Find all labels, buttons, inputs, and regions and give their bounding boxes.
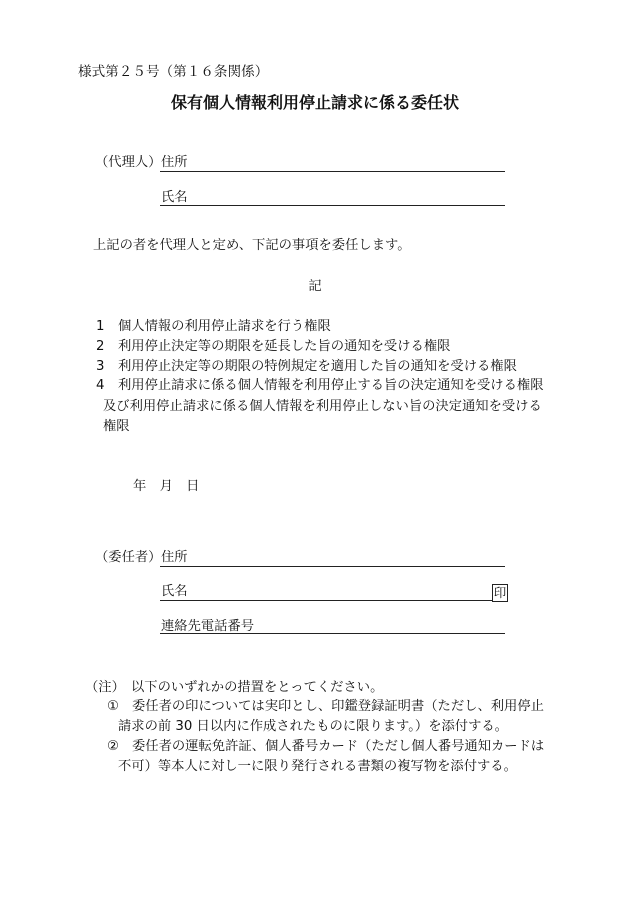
item-text: 個人情報の利用停止請求を行う権限 bbox=[118, 319, 331, 334]
agent-name-field[interactable] bbox=[160, 205, 505, 206]
principal-name-label: 氏名 bbox=[161, 584, 188, 599]
note-mark: ① bbox=[107, 699, 119, 714]
principal-address-label: 住所 bbox=[161, 550, 188, 565]
item-number: 4 bbox=[96, 378, 105, 393]
agent-address-label: 住所 bbox=[161, 155, 188, 170]
item-number: 1 bbox=[96, 319, 105, 334]
principal-phone-field[interactable] bbox=[160, 633, 505, 634]
principal-phone-label: 連絡先電話番号 bbox=[161, 619, 255, 634]
note-text-continued: 不可）等本人に対し一に限り発行される書類の複写物を添付する。 bbox=[118, 759, 517, 774]
item-text: 利用停止請求に係る個人情報を利用停止する旨の決定通知を受ける権限 bbox=[118, 378, 544, 393]
principal-address-field[interactable] bbox=[160, 566, 505, 567]
item-text: 利用停止決定等の期限を延長した旨の通知を受ける権限 bbox=[118, 339, 451, 354]
note-mark: ② bbox=[107, 739, 119, 754]
item-number: 3 bbox=[96, 359, 105, 374]
date-line[interactable]: 年 月 日 bbox=[133, 479, 200, 494]
item-text-continued: 及び利用停止請求に係る個人情報を利用停止しない旨の決定通知を受ける bbox=[103, 399, 542, 414]
page-title: 保有個人情報利用停止請求に係る委任状 bbox=[170, 93, 459, 112]
note-text: 委任者の印については実印とし、印鑑登録証明書（ただし、利用停止 bbox=[132, 699, 544, 714]
ki-heading: 記 bbox=[308, 279, 322, 294]
note-text-continued: 請求の前 30 日以内に作成されたものに限ります。）を添付する。 bbox=[118, 719, 508, 734]
principal-name-field[interactable] bbox=[160, 600, 505, 601]
agent-label: （代理人） bbox=[95, 155, 162, 170]
delegation-statement: 上記の者を代理人と定め、下記の事項を委任します。 bbox=[93, 238, 411, 253]
notes-intro: 以下のいずれかの措置をとってください。 bbox=[131, 680, 384, 695]
seal-box: 印 bbox=[493, 585, 507, 600]
form-number: 様式第２５号（第１６条関係） bbox=[78, 64, 269, 80]
item-text: 利用停止決定等の期限の特例規定を適用した旨の通知を受ける権限 bbox=[118, 359, 517, 374]
principal-label: （委任者） bbox=[95, 550, 162, 565]
notes-label: （注） bbox=[85, 680, 125, 695]
note-text: 委任者の運転免許証、個人番号カード（ただし個人番号通知カードは bbox=[132, 739, 545, 754]
agent-address-field[interactable] bbox=[160, 171, 505, 172]
agent-name-label: 氏名 bbox=[161, 190, 188, 205]
item-number: 2 bbox=[96, 339, 105, 354]
item-text-continued: 権限 bbox=[103, 419, 130, 434]
